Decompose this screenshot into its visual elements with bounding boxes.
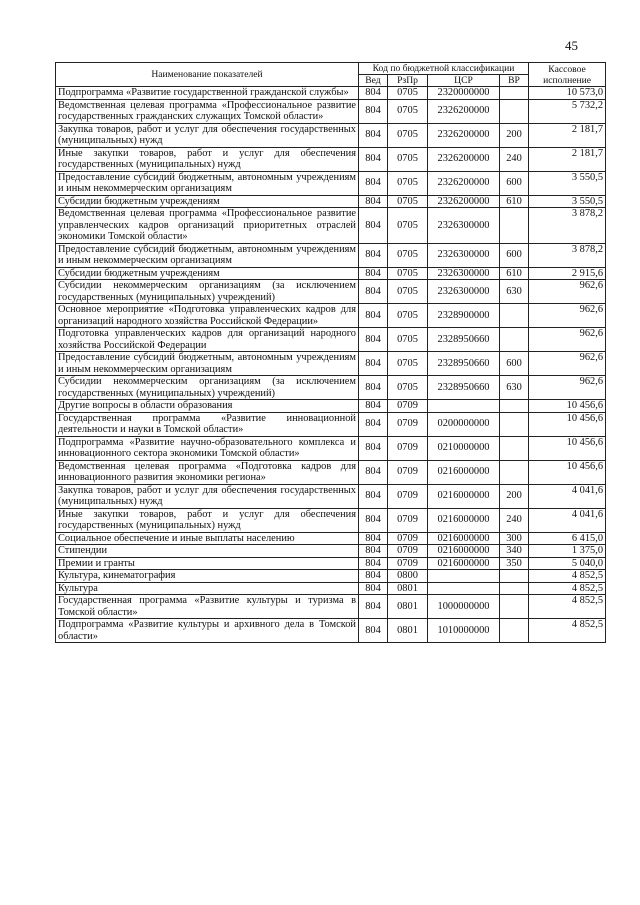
row-name: Стипендии xyxy=(56,545,359,558)
row-amount: 10 456,6 xyxy=(529,436,606,460)
row-name: Закупка товаров, работ и услуг для обеспечения государственных (муниципальных) нужд xyxy=(56,123,359,147)
header-csr: ЦСР xyxy=(428,75,500,87)
row-name: Субсидии бюджетным учреждениям xyxy=(56,195,359,208)
table-row xyxy=(56,460,606,484)
row-vr: 600 xyxy=(500,352,529,376)
row-amount: 962,6 xyxy=(529,304,606,328)
row-name: Предоставление субсидий бюджетным, автономным учреждениям и иным некоммерческим организациям xyxy=(56,243,359,267)
table-row xyxy=(56,171,606,195)
row-vr xyxy=(500,412,529,436)
row-vr xyxy=(500,304,529,328)
row-rzpr: 0709 xyxy=(388,436,428,460)
row-name: Субсидии некоммерческим организациям (за исключением государственных (муниципальных) учреждений) xyxy=(56,280,359,304)
table-row xyxy=(56,595,606,619)
row-csr: 2326200000 xyxy=(428,147,500,171)
row-name: Подпрограмма «Развитие государственной гражданской службы» xyxy=(56,87,359,100)
row-amount: 3 550,5 xyxy=(529,171,606,195)
row-vr: 610 xyxy=(500,267,529,280)
row-rzpr: 0705 xyxy=(388,147,428,171)
row-name: Культура xyxy=(56,582,359,595)
row-csr: 2328950660 xyxy=(428,376,500,400)
row-amount: 6 415,0 xyxy=(529,532,606,545)
row-amount: 2 181,7 xyxy=(529,147,606,171)
row-rzpr: 0705 xyxy=(388,99,428,123)
row-amount: 1 375,0 xyxy=(529,545,606,558)
row-vr xyxy=(500,460,529,484)
row-amount: 3 878,2 xyxy=(529,243,606,267)
row-rzpr: 0705 xyxy=(388,195,428,208)
row-ved: 804 xyxy=(359,352,388,376)
row-vr: 200 xyxy=(500,123,529,147)
row-amount: 962,6 xyxy=(529,280,606,304)
row-amount: 4 852,5 xyxy=(529,570,606,583)
row-rzpr: 0705 xyxy=(388,267,428,280)
row-amount: 4 041,6 xyxy=(529,484,606,508)
table-row xyxy=(56,280,606,304)
row-ved: 804 xyxy=(359,243,388,267)
row-amount: 5 040,0 xyxy=(529,557,606,570)
row-ved: 804 xyxy=(359,147,388,171)
table-row xyxy=(56,376,606,400)
row-csr: 2328900000 xyxy=(428,304,500,328)
table-row xyxy=(56,99,606,123)
row-rzpr: 0800 xyxy=(388,570,428,583)
row-ved: 804 xyxy=(359,436,388,460)
row-name: Ведомственная целевая программа «Профессиональное развитие государственных гражданских служащих Томской области» xyxy=(56,99,359,123)
header-ved: Вед xyxy=(359,75,388,87)
table-row xyxy=(56,484,606,508)
row-csr xyxy=(428,570,500,583)
row-ved: 804 xyxy=(359,532,388,545)
row-csr: 0216000000 xyxy=(428,508,500,532)
row-ved: 804 xyxy=(359,267,388,280)
row-rzpr: 0705 xyxy=(388,171,428,195)
row-amount: 10 573,0 xyxy=(529,87,606,100)
table-row xyxy=(56,582,606,595)
row-csr: 2326300000 xyxy=(428,243,500,267)
row-csr: 2328950660 xyxy=(428,328,500,352)
row-vr: 350 xyxy=(500,557,529,570)
table-row xyxy=(56,557,606,570)
table-row xyxy=(56,123,606,147)
row-name: Основное мероприятие «Подготовка управленческих кадров для организаций народного хозяйства Российской Федерации» xyxy=(56,304,359,328)
row-ved: 804 xyxy=(359,619,388,643)
row-name: Подготовка управленческих кадров для организаций народного хозяйства Российской Федерации xyxy=(56,328,359,352)
row-vr xyxy=(500,328,529,352)
row-vr xyxy=(500,436,529,460)
row-csr: 1010000000 xyxy=(428,619,500,643)
row-rzpr: 0705 xyxy=(388,280,428,304)
row-vr: 340 xyxy=(500,545,529,558)
row-csr: 2326300000 xyxy=(428,280,500,304)
row-amount: 10 456,6 xyxy=(529,412,606,436)
row-rzpr: 0709 xyxy=(388,557,428,570)
header-code-group: Код по бюджетной классификации xyxy=(359,63,529,75)
row-csr: 0216000000 xyxy=(428,532,500,545)
row-csr: 2320000000 xyxy=(428,87,500,100)
row-csr: 2326300000 xyxy=(428,267,500,280)
row-vr xyxy=(500,595,529,619)
row-csr: 2326200000 xyxy=(428,99,500,123)
row-ved: 804 xyxy=(359,99,388,123)
row-csr: 2326300000 xyxy=(428,208,500,244)
row-amount: 962,6 xyxy=(529,352,606,376)
row-rzpr: 0801 xyxy=(388,619,428,643)
row-ved: 804 xyxy=(359,87,388,100)
table-row xyxy=(56,545,606,558)
row-rzpr: 0705 xyxy=(388,87,428,100)
row-name: Подпрограмма «Развитие культуры и архивного дела в Томской области» xyxy=(56,619,359,643)
row-csr: 0216000000 xyxy=(428,484,500,508)
row-vr: 630 xyxy=(500,376,529,400)
row-name: Ведомственная целевая программа «Подготовка кадров для инновационного развития экономики региона» xyxy=(56,460,359,484)
row-ved: 804 xyxy=(359,400,388,413)
row-vr xyxy=(500,87,529,100)
row-amount: 2 181,7 xyxy=(529,123,606,147)
table-row xyxy=(56,195,606,208)
row-name: Другие вопросы в области образования xyxy=(56,400,359,413)
row-name: Ведомственная целевая программа «Профессиональное развитие управленческих кадров организаций приоритетных отраслей экономики Томской области» xyxy=(56,208,359,244)
row-csr: 2326200000 xyxy=(428,123,500,147)
table-row xyxy=(56,352,606,376)
row-vr xyxy=(500,400,529,413)
row-rzpr: 0709 xyxy=(388,412,428,436)
row-ved: 804 xyxy=(359,280,388,304)
row-ved: 804 xyxy=(359,570,388,583)
row-rzpr: 0705 xyxy=(388,243,428,267)
row-vr: 300 xyxy=(500,532,529,545)
row-amount: 4 852,5 xyxy=(529,582,606,595)
table-row xyxy=(56,436,606,460)
table-row xyxy=(56,400,606,413)
table-row xyxy=(56,243,606,267)
row-csr: 1000000000 xyxy=(428,595,500,619)
table-row xyxy=(56,304,606,328)
row-vr xyxy=(500,208,529,244)
row-rzpr: 0709 xyxy=(388,460,428,484)
row-amount: 4 041,6 xyxy=(529,508,606,532)
table-row xyxy=(56,619,606,643)
row-name: Культура, кинематография xyxy=(56,570,359,583)
row-vr: 240 xyxy=(500,147,529,171)
table-row xyxy=(56,508,606,532)
row-rzpr: 0705 xyxy=(388,352,428,376)
row-ved: 804 xyxy=(359,460,388,484)
row-rzpr: 0709 xyxy=(388,545,428,558)
header-name: Наименование показателей xyxy=(56,63,359,87)
row-name: Предоставление субсидий бюджетным, автономным учреждениям и иным некоммерческим организациям xyxy=(56,171,359,195)
row-ved: 804 xyxy=(359,412,388,436)
table-row xyxy=(56,570,606,583)
row-csr: 0216000000 xyxy=(428,545,500,558)
row-ved: 804 xyxy=(359,484,388,508)
row-ved: 804 xyxy=(359,545,388,558)
row-rzpr: 0705 xyxy=(388,123,428,147)
table-row xyxy=(56,87,606,100)
row-rzpr: 0709 xyxy=(388,532,428,545)
row-ved: 804 xyxy=(359,376,388,400)
budget-table xyxy=(55,62,606,643)
row-rzpr: 0801 xyxy=(388,595,428,619)
row-ved: 804 xyxy=(359,195,388,208)
row-csr: 0210000000 xyxy=(428,436,500,460)
table-row xyxy=(56,532,606,545)
row-ved: 804 xyxy=(359,595,388,619)
row-vr: 600 xyxy=(500,243,529,267)
row-vr xyxy=(500,99,529,123)
row-amount: 3 878,2 xyxy=(529,208,606,244)
row-csr xyxy=(428,400,500,413)
row-name: Субсидии бюджетным учреждениям xyxy=(56,267,359,280)
row-amount: 2 915,6 xyxy=(529,267,606,280)
row-rzpr: 0709 xyxy=(388,400,428,413)
row-vr xyxy=(500,582,529,595)
row-rzpr: 0709 xyxy=(388,508,428,532)
row-ved: 804 xyxy=(359,123,388,147)
row-name: Государственная программа «Развитие культуры и туризма в Томской области» xyxy=(56,595,359,619)
row-vr: 200 xyxy=(500,484,529,508)
row-vr: 600 xyxy=(500,171,529,195)
row-vr: 610 xyxy=(500,195,529,208)
row-vr xyxy=(500,619,529,643)
header-amount: Кассовое исполнение xyxy=(529,63,606,87)
row-csr xyxy=(428,582,500,595)
row-amount: 5 732,2 xyxy=(529,99,606,123)
row-rzpr: 0801 xyxy=(388,582,428,595)
row-vr: 630 xyxy=(500,280,529,304)
row-amount: 4 852,5 xyxy=(529,595,606,619)
row-rzpr: 0709 xyxy=(388,484,428,508)
table-row xyxy=(56,328,606,352)
header-rzpr: РзПр xyxy=(388,75,428,87)
row-ved: 804 xyxy=(359,304,388,328)
row-name: Подпрограмма «Развитие научно-образовательного комплекса и инновационного сектора экономики Томской области» xyxy=(56,436,359,460)
row-ved: 804 xyxy=(359,328,388,352)
page-number: 45 xyxy=(565,38,578,53)
row-csr: 2326200000 xyxy=(428,195,500,208)
row-name: Иные закупки товаров, работ и услуг для обеспечения государственных (муниципальных) нужд xyxy=(56,147,359,171)
row-ved: 804 xyxy=(359,582,388,595)
row-name: Предоставление субсидий бюджетным, автономным учреждениям и иным некоммерческим организациям xyxy=(56,352,359,376)
row-amount: 4 852,5 xyxy=(529,619,606,643)
row-rzpr: 0705 xyxy=(388,328,428,352)
row-csr: 2326200000 xyxy=(428,171,500,195)
row-amount: 962,6 xyxy=(529,376,606,400)
table-row xyxy=(56,147,606,171)
row-vr: 240 xyxy=(500,508,529,532)
row-ved: 804 xyxy=(359,557,388,570)
row-rzpr: 0705 xyxy=(388,208,428,244)
row-name: Социальное обеспечение и иные выплаты населению xyxy=(56,532,359,545)
row-name: Закупка товаров, работ и услуг для обеспечения государственных (муниципальных) нужд xyxy=(56,484,359,508)
table-row xyxy=(56,267,606,280)
row-name: Иные закупки товаров, работ и услуг для обеспечения государственных (муниципальных) нужд xyxy=(56,508,359,532)
table-row xyxy=(56,412,606,436)
row-vr xyxy=(500,570,529,583)
row-csr: 0216000000 xyxy=(428,557,500,570)
row-csr: 0200000000 xyxy=(428,412,500,436)
table-body xyxy=(56,87,606,643)
row-ved: 804 xyxy=(359,171,388,195)
row-name: Субсидии некоммерческим организациям (за исключением государственных (муниципальных) учреждений) xyxy=(56,376,359,400)
row-name: Государственная программа «Развитие инновационной деятельности и науки в Томской области» xyxy=(56,412,359,436)
row-csr: 2328950660 xyxy=(428,352,500,376)
row-csr: 0216000000 xyxy=(428,460,500,484)
row-name: Премии и гранты xyxy=(56,557,359,570)
table-row xyxy=(56,208,606,244)
row-amount: 10 456,6 xyxy=(529,400,606,413)
header-vr: ВР xyxy=(500,75,529,87)
row-ved: 804 xyxy=(359,208,388,244)
row-amount: 962,6 xyxy=(529,328,606,352)
row-amount: 3 550,5 xyxy=(529,195,606,208)
row-rzpr: 0705 xyxy=(388,376,428,400)
row-amount: 10 456,6 xyxy=(529,460,606,484)
row-ved: 804 xyxy=(359,508,388,532)
row-rzpr: 0705 xyxy=(388,304,428,328)
